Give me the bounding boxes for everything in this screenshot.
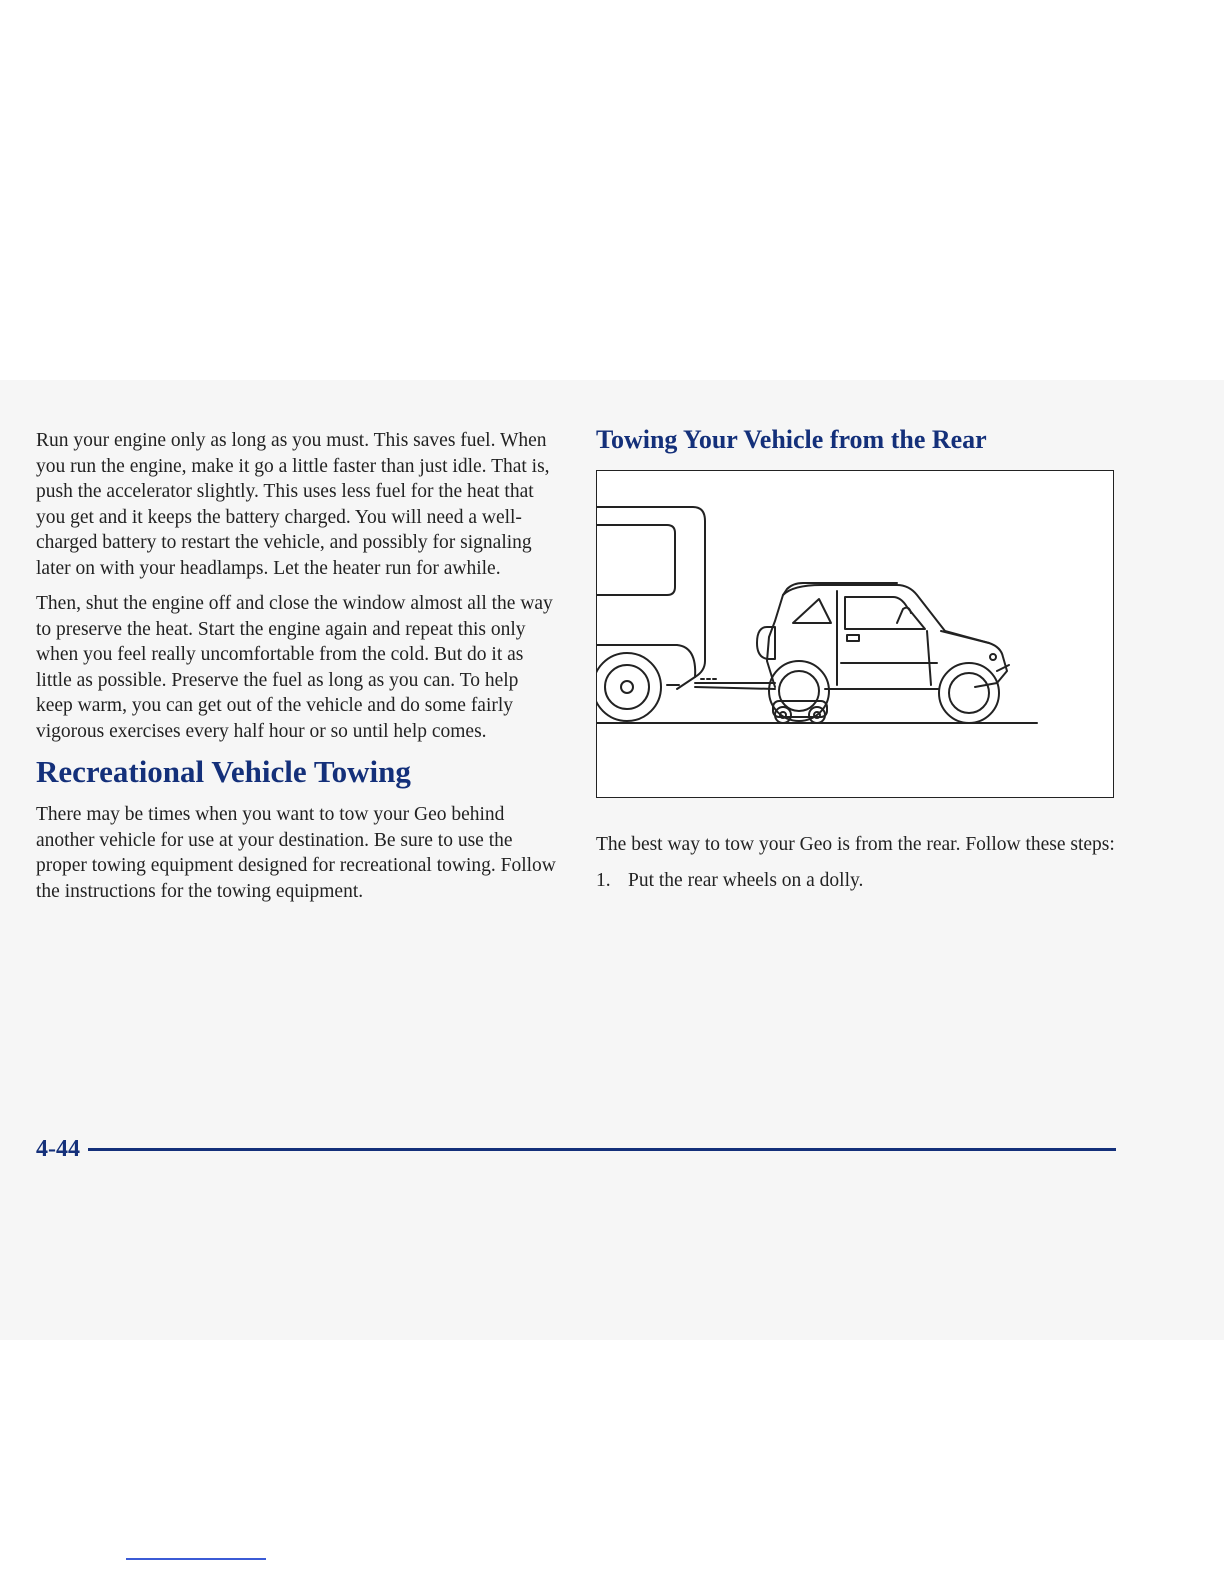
step-text: Put the rear wheels on a dolly. xyxy=(628,869,864,891)
page-footer xyxy=(36,1134,1116,1164)
page-number: 4-44 xyxy=(36,1136,80,1162)
left-column xyxy=(36,428,556,914)
tow-from-rear-paragraph: The best way to tow your Geo is from the rear. Follow these steps: xyxy=(596,834,1115,855)
recreational-towing-paragraph: There may be times when you want to tow your Geo behind another vehicle for use at your destination. Be sure to use the proper towing equipment designed for recreational towing. Follow the instructions for the towing equipment. xyxy=(36,804,556,902)
towing-illustration-figure xyxy=(596,470,1114,798)
right-column xyxy=(596,424,1116,893)
rv-icon xyxy=(597,507,705,721)
winter-engine-paragraph: Run your engine only as long as you must. This saves fuel. When you run the engine, make it go a little faster than just idle. That is, push the accelerator slightly. This uses less fuel for the heat that you get and it keeps the battery charged. You will need a well-charged battery to restart the vehicle, and possibly for signaling later on with your headlamps. Let the heater run for awhile. xyxy=(36,430,550,579)
rv-towing-vehicle-on-dolly-illustration xyxy=(597,471,1113,797)
dolly-icon xyxy=(773,701,827,723)
tow-bar-icon xyxy=(695,679,775,689)
winter-heat-paragraph: Then, shut the engine off and close the window almost all the way to preserve the heat. Start the engine again and repeat this only when you feel really uncomfortable from the cold. But do it as little as possible. Preserve the fuel as long as you can. To help keep warm, you can get out of the vehicle and do some fairly vigorous exercises every half hour or so until help comes. xyxy=(36,593,553,742)
section-heading-recreational-towing: Recreational Vehicle Towing xyxy=(36,754,411,789)
footer-rule-divider xyxy=(88,1148,1116,1151)
list-item xyxy=(596,868,1116,894)
bottom-link-underline xyxy=(126,1558,266,1560)
subheading-towing-from-rear: Towing Your Vehicle from the Rear xyxy=(596,425,987,454)
step-number: 1. xyxy=(596,869,611,891)
